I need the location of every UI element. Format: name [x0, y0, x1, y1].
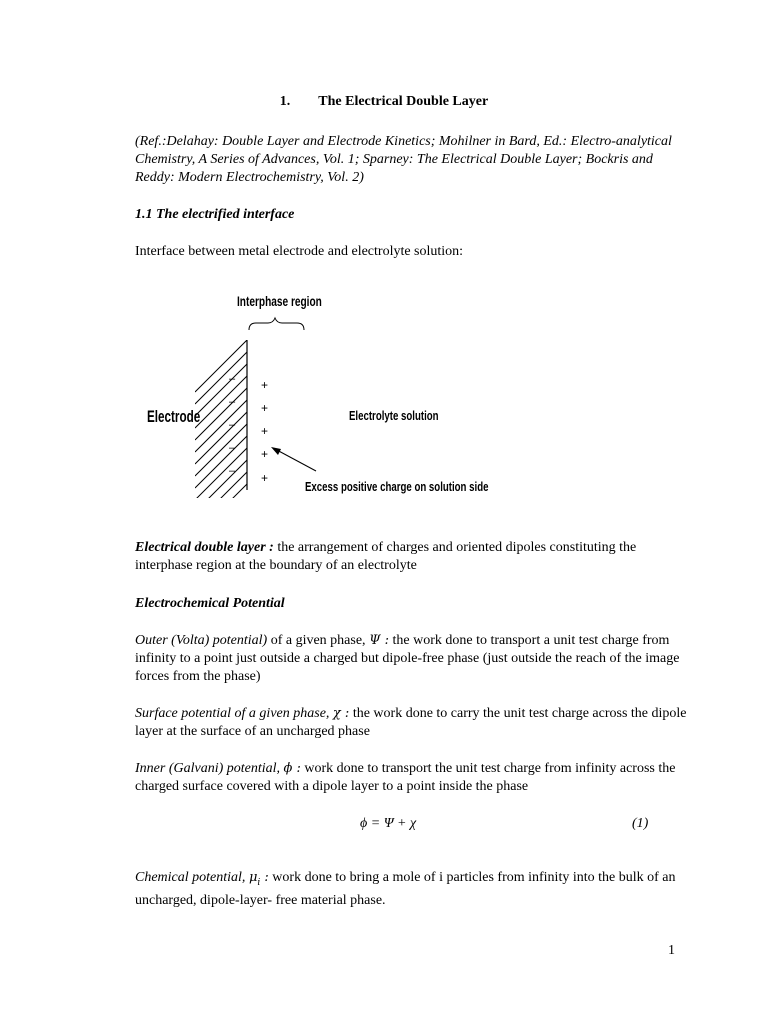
positive-charge: +: [261, 471, 269, 485]
arrow-head: [271, 447, 281, 455]
equation: ϕ = Ψ + χ: [360, 816, 417, 831]
mu-subscript: i: [257, 877, 261, 888]
positive-charge: +: [261, 401, 269, 415]
outer-potential-definition: [135, 632, 695, 686]
edl-text: the arrangement of charges and oriented dipoles constituting the interphase region at the boundary of an electrolyte: [135, 540, 637, 573]
electrolyte-solution-label: Electrolyte solution: [349, 409, 439, 424]
section-heading-1-1: 1.1 The electrified interface: [135, 207, 295, 222]
outer-mid: of a given phase,: [267, 633, 370, 648]
heading-electrochemical-potential: Electrochemical Potential: [135, 596, 285, 611]
section-number: 1.: [279, 94, 291, 109]
title-text: The Electrical Double Layer: [318, 94, 489, 109]
outer-text: the work done to transport a unit test charge from infinity to a point just outside a charged but dipole-free phase (just outside the reach of the image forces from the phase): [135, 633, 680, 684]
negative-charge: –: [229, 442, 236, 454]
edl-term: Electrical double layer :: [135, 540, 274, 555]
inner-text: work done to transport the unit test charge from infinity across the charged surface covered with a dipole layer to a point inside the phase: [135, 761, 676, 794]
positive-charge: +: [261, 378, 269, 392]
intro-text: Interface between metal electrode and electrolyte solution:: [135, 244, 464, 259]
interphase-brace: [249, 318, 304, 330]
negative-charge: –: [229, 419, 236, 431]
phi-symbol: ϕ :: [283, 761, 301, 776]
inner-potential-definition: [135, 760, 695, 796]
page-title: [0, 94, 768, 110]
psi-symbol: Ψ :: [369, 633, 389, 648]
positive-charge: +: [261, 424, 269, 438]
chemical-term: Chemical potential,: [135, 870, 249, 885]
surface-term: Surface potential of a given phase,: [135, 706, 333, 721]
negative-charge: –: [229, 396, 236, 408]
edl-definition: [135, 539, 695, 575]
mu-symbol: μ: [248, 870, 258, 885]
double-layer-diagram: [135, 290, 535, 510]
chi-symbol: χ :: [332, 706, 350, 721]
excess-charge-label: Excess positive charge on solution side: [305, 480, 489, 495]
chemical-text: work done to bring a mole of i particles from infinity into the bulk of an uncharged, dipole-layer- free material phase.: [135, 870, 676, 908]
interphase-region-label: Interphase region: [237, 293, 322, 310]
arrow-line: [275, 449, 316, 471]
outer-term: Outer (Volta) potential): [135, 633, 268, 648]
negative-charge: –: [229, 373, 236, 385]
equation-number: (1): [632, 816, 649, 831]
negative-charge: –: [229, 465, 236, 477]
mu-colon: :: [260, 870, 269, 885]
page-number: 1: [668, 943, 675, 958]
surface-potential-definition: [135, 705, 695, 741]
inner-term: Inner (Galvani) potential,: [135, 761, 284, 776]
electrode-label: Electrode: [147, 407, 201, 426]
chemical-potential-definition: [135, 869, 695, 910]
references: (Ref.:Delahay: Double Layer and Electrode Kinetics; Mohilner in Bard, Ed.: Electro-analytical Chemistry, A Series of Advances, Vol. 1; Sparney: The Electrical Double Layer; Bockris and Reddy: Modern Electrochemistry, Vol. 2): [135, 134, 672, 185]
surface-text: the work done to carry the unit test charge across the dipole layer at the surface of an uncharged phase: [135, 706, 687, 739]
electrode-hatching: [195, 340, 247, 510]
positive-charge: +: [261, 447, 269, 461]
